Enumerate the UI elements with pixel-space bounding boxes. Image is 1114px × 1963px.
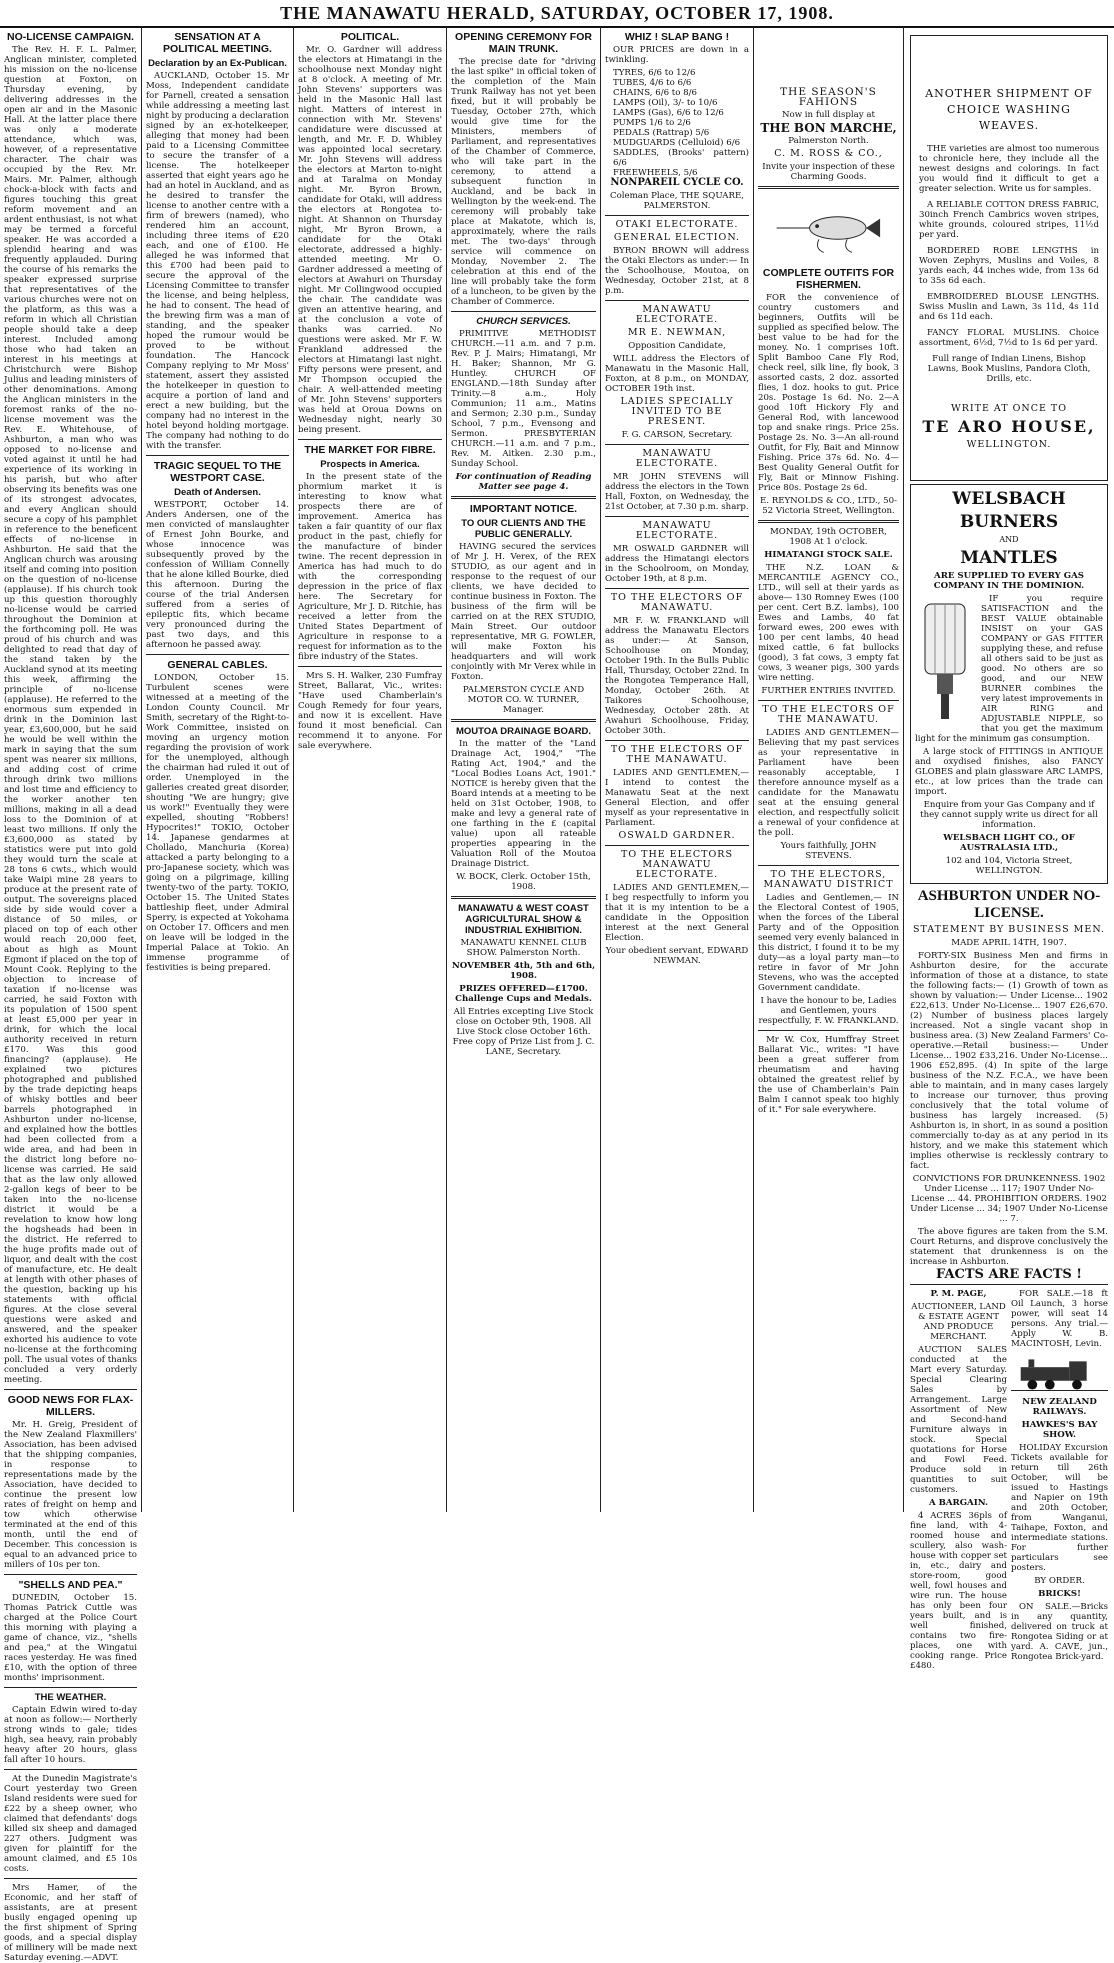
notice-title: TO THE ELECTORS OF THE MANAWATU. (610, 744, 744, 765)
ad-company: E. REYNOLDS & CO., LTD., 50-52 Victoria Street, Wellington. (760, 496, 897, 516)
column-5 (601, 27, 754, 1512)
article-title: GOOD NEWS FOR FLAX-MILLERS. (7, 1394, 134, 1418)
ad-body: A large stock of FITTINGS in ANTIQUE and oxydised finishes, also FANCY GLOBES and plain glassware ARC LAMPS, etc., at low prices than the trade can import. (915, 747, 1103, 797)
ad-address: WELLINGTON. (966, 439, 1052, 450)
price-item: PUMPS 1/6 to 2/6 (613, 118, 691, 128)
ad-company: WELSBACH LIGHT CO., OF AUSTRALASIA LTD., (943, 833, 1075, 853)
article-title: OPENING CEREMONY FOR MAIN TRUNK. (455, 31, 592, 55)
notice-body: LADIES AND GENTLEMEN,— I beg respectfully to inform you that it is my intention to be a candidate in the Opposition interest at the next General Election. (605, 883, 749, 943)
ad-body: Invite your inspection of these Charming Goods. (762, 162, 895, 182)
article-body: FORTY-SIX Business Men and firms in Ashburton desire, for the accurate information of those at a distance, to state the following facts:— (1) Growth of town as shown by valuation:— Under License... 1902 £22,613. Under No-License... 1907 £26,670. (2) Number of business places largely increased. Not a single vacant shop in business area. (3) New Zealand Farmers' Co-operative.—Retail business:— Under License... 1902 £33,216. Under No-License... 1906 £52,895. (4) In spite of the large business of the N.Z. F.C.A., we have been able to maintain, and in many cases largely to increase our turnover, thus proving conclusively that the total volume of business has largely increased. (5) Ashburton is, in short, in as sound a position commercially to-day as at any period in its history, and we make this statement which implies otherwise is recklessly contrary to fact. (910, 951, 1108, 1171)
ad-sign: BY ORDER. (1034, 1576, 1085, 1586)
notice-title: TO THE ELECTORS OF MANAWATU. (610, 592, 744, 613)
ad-title: BURNERS (959, 512, 1059, 532)
ad-body: FOR SALE.—18 ft Oil Launch, 3 horse power, will seat 14 persons. Any trial.—Apply W. B. MACINTOSH, Levin. (1011, 1289, 1108, 1349)
welsbach-advert (910, 484, 1108, 884)
notice-body: WILL address the Electors of Manawatu in the Masonic Hall, Foxton, at 8 p.m., on MONDAY, OCTOBER 19th inst. (605, 354, 749, 394)
notice-title: TO THE ELECTORS MANAWATU ELECTORATE. (621, 849, 733, 880)
notice-body: LADIES AND GENTLEMEN— Believing that my past services as your representative in Parliament have been reasonably acceptable, I therefore announce myself as a candidate for the Manawatu seat at the ensuing general election, and respectfully solicit a renewal of your confidence at the poll. (758, 728, 899, 838)
continuation-note: For continuation of Reading Matter see page 4. (455, 472, 592, 492)
ad-body: IF you require SATISFACTION and the BEST VALUE obtainable INSIST on your GAS COMPANY or GAS FITTER supplying these, and refuse all others said to be just as good. No others are so good, and our NEW BURNER combines the very latest improvements in AIR RING and ADJUSTABLE NIPPLE, so that you get the maximum light for the minimum gas consumption. (915, 594, 1103, 744)
notice-title: IMPORTANT NOTICE. (469, 503, 578, 515)
notice-body: LADIES AND GENTLEMEN,— I intend to contest the Manawatu Seat at the next General Election, and offer myself as your representative in Parliament. (605, 768, 749, 828)
ad-call: WRITE AT ONCE TO (950, 403, 1068, 414)
article-title: ASHBURTON UNDER NO-LICENSE. (917, 888, 1101, 921)
ad-address: Palmerston North. (788, 136, 869, 146)
advertisement: Mr W. Cox, Humffray Street Ballarat Vic., writes: "I have been a great sufferer from rheumatism and having obtained the greatest relief by the use of Chamberlain's Pain Balm I cannot speak too highly of it." For sale everywhere. (758, 1035, 899, 1115)
article-subtitle: STATEMENT BY BUSINESS MEN. (912, 924, 1106, 935)
price-item: FREEWHEELS, 5/6 (613, 168, 698, 178)
notice-title: MANAWATU ELECTORATE. (635, 304, 719, 325)
ad-sub: Now in full display at (782, 110, 875, 120)
article-table: CONVICTIONS FOR DRUNKENNESS. 1902 Under License ... 117; 1907 Under No-License ... 44. PROHIBITION ORDERS. 1902 Under License ... 34; 1907 Under No-License ... 7. (910, 1174, 1108, 1224)
gas-burner-illustration (915, 594, 975, 724)
article-title: SENSATION AT A POLITICAL MEETING. (163, 31, 272, 55)
weaves-list (919, 200, 1099, 348)
article-title: TRAGIC SEQUEL TO THE WESTPORT CASE. (153, 460, 282, 484)
bottom-ads (910, 1289, 1108, 1674)
column-1 (0, 27, 142, 1963)
notice-note: LADIES SPECIALLY INVITED TO BE PRESENT. (620, 396, 734, 427)
gas-lamp-icon (915, 594, 975, 724)
ad-title: A BARGAIN. (928, 1498, 989, 1508)
notice-sign: OSWALD GARDNER. (618, 830, 736, 841)
fabric-item: BORDERED ROBE LENGTHS in Woven Zephyrs, Muslins and Voiles, 8 yards each, 44 inches wide, from 13s 6d to 35s 6d each. (919, 246, 1099, 286)
article-title: THE MARKET FOR FIBRE. (304, 444, 436, 456)
article-body: AUCKLAND, October 15. Mr Moss, Independent candidate for Parnell, created a sensation while addressing a meeting last night by producing a declaration signed by an ex-hotelkeeper, alleging that money had been paid to a Licensing Committee to secure the transfer of a license. The hotelkeeper asserted that eight years ago he had an hotel in Auckland, and as he desired to transfer the license to another centre with a firm of brewers (named), who rendered him an account, including three items of £20 each, and one of £100. He alleged he was informed that this £700 had been paid to secure the approval of the Licensing Committee to transfer the license, and being helpless, he had to consent. The head of the brewing firm was a man of standing, and the speaker hoped the rumour would be proved to be without foundation. The Hancock Company replying to Mr Moss' statement, assert they assisted the hotelkeeper in question to acquire a portion of land and erect a new building, but the company had no interest in the hotel beyond holding mortgage. The company had nothing to do with the transfer. (146, 71, 290, 451)
notice-sign: W. BOCK, Clerk. October 15th, 1908. (456, 872, 591, 892)
ad-body: Full range of Indian Linens, Bishop Lawns, Book Muslins, Pandora Cloth, Drills, etc. (927, 354, 1091, 384)
notice-subtitle: GENERAL ELECTION. (613, 232, 741, 243)
ad-title: MANTLES (960, 548, 1058, 568)
candidate-name: MR E. NEWMAN, (627, 327, 727, 338)
fabric-item: A RELIABLE COTTON DRESS FABRIC, 30inch French Cambrics woven stripes, white grounds, coloured stripes, 11½d per yard. (919, 200, 1099, 240)
ad-title: THE SEASON'S FAHIONS (780, 86, 877, 108)
column-6 (754, 27, 904, 1512)
candidate-sub: Opposition Candidate, (628, 341, 726, 351)
notice-sign: F. G. CARSON, Secretary. (621, 430, 733, 440)
fabric-item: EMBROIDERED BLOUSE LENGTHS. Swiss Muslin and Lawn, 3s 11d, 4s 11d and 6s 11d each. (919, 292, 1099, 322)
price-item: TUBES, 4/6 to 6/6 (613, 78, 692, 88)
fishing-lure-icon (772, 193, 885, 263)
article-body: Captain Edwin wired to-day at noon as follow:— Northerly strong winds to gale; tides high, sea heavy, rain probably heavy after 20 hours, glass fall after 10 hours. (4, 1705, 137, 1765)
ad-body: Enquire from your Gas Company and if they cannot supply write us direct for all information. (920, 800, 1098, 830)
notice-body: All Entries excepting Live Stock close on October 9th, 1908. All Live Stock close October 16th. Free copy of Prize List from J. C. LANE, Secretary. (452, 1007, 595, 1057)
ad-body: FOR the convenience of country customers and beginners, Outfits will be supplied as specified below. The best value to be had for the money. No. 1 comprises 10ft. Split Bamboo Cane Fly Rod, check reel, silk line, fly book, 3 assorted casts, 2 doz. assorted flies, 1 doz. hooks to gut. Price 20s. Postage 1s 6d. No. 2—A good 10ft Hickory Fly and General Rod, with lancewood top and snake rings. Price 25s. Postage 2s. No. 3—An all-round Outfit, for Fly, Bait and Minnow Fishing. Price 37s 6d. No. 4—Best Quality General Outfit for Fly, Bait or Minnow Fishing. Price 80s. Postage 2s 6d. (758, 293, 899, 493)
article-body: At the Dunedin Magistrate's Court yesterday two Green Island residents were sued for £22 by a sheep owner, who claimed that defendants' dogs killed six sheep and damaged 227 others. Judgment was given for plaintiff for the amount claimed, and £5 10s costs. (4, 1774, 137, 1874)
ad-title: FACTS ARE FACTS ! (935, 1267, 1082, 1282)
article-body: The above figures are taken from the S.M. Court Returns, and disprove conclusively the statement that drunkenness is on the increase in Ashburton. (910, 1227, 1108, 1267)
advertisement: Mrs S. H. Walker, 230 Fumfray Street, Ballarat, Vic., writes: "Have used Chamberlain's Cough Remedy for four years, and now it is excellent. Have found it most beneficial. Can recommend it to anyone. For sale everywhere. (298, 671, 442, 751)
column-2 (142, 27, 294, 1512)
ad-title: NEW ZEALAND RAILWAYS. (1022, 1397, 1097, 1417)
fabric-item: FANCY FLORAL MUSLINS. Choice assortment, 6½d, 7½d to 1s 6d per yard. (919, 328, 1099, 348)
price-item: TYRES, 6/6 to 12/6 (613, 68, 696, 78)
ad-address: 102 and 104, Victoria Street, WELLINGTON. (945, 856, 1073, 876)
price-item: MUDGUARDS (Celluloid) 6/6 (613, 138, 741, 148)
notice-sign: I have the honour to be, Ladies and Gentlemen, yours respectfully, F. W. FRANKLAND. (758, 996, 899, 1026)
ad-title: ANOTHER SHIPMENT OF CHOICE WASHING WEAVES. (925, 87, 1093, 132)
article-subtitle: Declaration by an Ex-Publican. (148, 58, 287, 69)
article-body: LONDON, October 15. Turbulent scenes were witnessed at a meeting of the London County Council. Mr Smith, secretary of the Right-to-Work Committee, insisted on moving an urgency motion regarding the provision of work for the unemployed, although the chairman had ruled it out of order. Unemployed in the galleries created great disorder, shouting "We are hungry; give us work!" Eventually they were expelled, shouting "Robbers! Hypocrites!" TOKIO, October 14. Japanese gendarmes at Chollado, Manchuria (Korea) attacked a party belonging to a pro-Japanese society, which was going on a pilgrimage, killing twenty-two of the party. TOKIO, October 15. The United States battleship fleet, under Admiral Sperry, is expected at Yokohama on October 17. Officers and men on leave will be lodged in the Imperial Palace at Tokio. An immense programme of festivities is being prepared. (146, 673, 289, 973)
ad-company: C. M. ROSS & CO., (774, 148, 883, 159)
notice-prizes: PRIZES OFFERED—£1700. Challenge Cups and Medals. (455, 984, 592, 1004)
ad-body: AUCTION SALES conducted at the Mart every Saturday. Special Clearing Sales by Arrangement. Large Assortment of New and Second-hand Furniture always in stock. Special quotations for Horse and Fowl Feed. Produce sold in quantities to suit customers. (910, 1345, 1007, 1495)
article-title: THE WEATHER. (34, 1692, 107, 1703)
article-body: PRIMITIVE METHODIST CHURCH.—11 a.m. and 7 p.m. Rev. P. J. Mairs; Himatangi, Mr H. Baker; Shannon, Mr G. Huntley. CHURCH OF ENGLAND.—18th Sunday after Trinity.—8 a.m., Holy Communion; 11 a.m., Matins and Sermon; 2.30 p.m., Sunday School, 7 p.m., Evensong and Sermon. PRESBYTERIAN CHURCH.—11 a.m. and 7 p.m., Rev. M. Aitken. 2.30 p.m., Sunday School. (451, 329, 596, 469)
column-3 (294, 27, 447, 1512)
notice-body: BYRON BROWN will address the Otaki Electors as under:— In the Schoolhouse, Moutoa, on Wednesday, October 21st, at 8 p.m. (605, 246, 749, 296)
ad-company: TE ARO HOUSE, (922, 417, 1096, 436)
ad-body: OUR PRICES are down in a twinkling. (605, 45, 749, 65)
train-illustration (1011, 1353, 1108, 1393)
ad-title: COMPLETE OUTFITS FOR FISHERMEN. (762, 267, 895, 291)
price-item: SADDLES, (Brooks' pattern) 6/6 (613, 148, 749, 168)
ad-body: ON SALE.—Bricks in any quantity, delivered on truck at Rongotea Siding or at yard. A. CAVE, jun., Rongotea Brick-yard. (1011, 1602, 1108, 1662)
article-title: CHURCH SERVICES. (476, 316, 571, 327)
notice-body: MR F. W. FRANKLAND will address the Manawatu Electors as under:— At Sanson, Schoolhouse on Monday, October 19th. In the Bulls Public Hall, Thursday, October 22nd. In the Rongotea Temperance Hall, Monday, October 26th. At Taikores Schoolhouse, Wednesday, October 28th. At Awahuri Schoolhouse, Friday, October 30th. (605, 616, 749, 736)
notice-title: TO THE ELECTORS, MANAWATU DISTRICT (763, 869, 894, 890)
railway-advert (1011, 1289, 1108, 1674)
article-body: Mr. H. Greig, President of the New Zealand Flaxmillers' Association, has been advised that the shipping companies, in response to representations made by the Association, have decided to continue the present low rates of freight on hemp and tow which otherwise terminated at the end of this month, until the end of December. This concession is equal to an advanced price to millers of 10s per ton. (4, 1420, 137, 1570)
ad-body: THE varieties are almost too numerous to chronicle here, they include all the newest designs and colorings. In fact you would find it difficult to get a greater selection. Write us for samples. (919, 144, 1099, 194)
ad-company: NONPAREIL CYCLE CO. (610, 177, 744, 188)
page-advert (910, 1289, 1007, 1674)
article-title: "SHELLS AND PEA." (18, 1579, 123, 1591)
column-7 (904, 27, 1114, 1671)
column-4 (447, 27, 601, 1512)
article-body: DUNEDIN, October 15. Thomas Patrick Cuttle was charged at the Police Court this morning with playing a game of chance, viz., "shells and pea," at the Wingatui races yesterday. He was fined £10, with the option of three months' imprisonment. (4, 1593, 137, 1683)
sale-title: HIMATANGI STOCK SALE. (764, 550, 893, 560)
article-subtitle: Prospects in America. (320, 459, 420, 470)
article-title: NO-LICENSE CAMPAIGN. (7, 31, 134, 43)
sale-note: FURTHER ENTRIES INVITED. (761, 686, 896, 696)
article-body: The Rev. H. F. L. Palmer, Anglican minister, completed his mission on the no-license question at Foxton, on Thursday evening, by delivering addresses in the open air and in the Masonic Hall. At the latter place there was only a moderate attendance, which was, however, of a representative character. The chair was occupied by the Rev. Mr. Mairs. Mr. Palmer, although chock-a-block with facts and figures touching this great reform movement and an ardent enthusiast, is not what may be termed a forceful speaker. He was accorded a splendid hearing and was frequently applauded. During the course of his remarks the speaker expressed surprise that representatives of the various churches were not on the platform, as this was a reform in which all Christian people should take a deep interest. Included among those who had taken an interest in his meetings at Christchurch were Bishop Julius and leading ministers of other denominations. Among the Anglican ministers in the foremost ranks of the no-license movement was the Rev. E. Whitehouse, of Ashburton, a man who was opposed to no-license and voted against it until he had experience of its working in his parish, but who after observing its benefits was one of its strongest advocates, and every Anglican should secure a copy of his pamphlet in reference to the beneficent effects of no-license in Ashburton. He said that the Anglican church was arousing itself and coming into position on the question of no-license (applause). If his church took up this question thoroughly no-license would be carried throughout the Dominion at the forthcoming poll. He was proud of his church and was delighted to read that day of the stand taken by the Auckland synod at its meeting this week, affirming the principle of no-license (applause). He referred to the enormous sum expended in drink in the Dominion last year, £3,600,000, but he said he would be well within the mark in saying that the sum spent was nearer six millions, and adding cost of crime through drink two millions and lost time and efficiency to the worker another ten millions, making in all a dead loss to the Dominion of at least two millions. If only the £3,600,000 as stated by statistics were put into gold they would turn the scale at 28 tons 6 cwts., which would take Waipi mine 28 years to produce at the present rate of output. The sovereigns placed side by side would cover a distance of 50 miles, or placed on top of each other would reach 20,000 feet, about as high as Mount Egmont if placed on the top of Mount Cook. Replying to the objection to increase of taxation if no-license was carried, he said Foxton with its population of 1500 spent at least £5,000 per year in drink, for which the local authority received in return £170. Was this good financing? (applause). He explained two pictures photographed and published by the trade depicting heaps of whisky bottles and beer barrels photographed in Ashburton under no-license, and explained how the bottles had been collected from a wide area, and had been in the district long before no-license was carried. He said that as the law only allowed 2-gallon kegs of beer to be taken into the no-license district it would be a revelation to know how long the hogsheads had been in the district. He referred to the huge profits made out of liquor, and dealt with the cost of manufacture, etc. He dealt at length with other phases of the question, backing up his statements with official figures. At the close several questions were asked and answered, and the speaker exhorted his audience to vote no-license at the forthcoming poll. The usual votes of thanks concluded a very orderly meeting. (4, 45, 137, 1385)
price-item: CHAINS, 6/6 to 8/6 (613, 88, 697, 98)
ad-sub: AUCTIONEER, LAND & ESTATE AGENT AND PRODUCE MERCHANT. (911, 1302, 1006, 1342)
notice-body: HAVING secured the services of Mr J. H. Verex, of the REX STUDIO, as our agent and in response to the request of our clients, we have decided to continue business in Foxton. The business of the firm will be carried on at the REX STUDIO, Main Street. Our outdoor representative, MR G. FOWLER, will make Foxton his headquarters and will work conjointly with Mr Verex while in Foxton. (451, 542, 596, 682)
article-title: GENERAL CABLES. (167, 659, 268, 671)
ad-sub: ARE SUPPLIED TO EVERY GAS COMPANY IN THE DOMINION. (933, 571, 1085, 591)
ad-address: Coleman Place, THE SQUARE, PALMERSTON. (610, 191, 744, 211)
notice-title: OTAKI ELECTORATE. (615, 219, 739, 230)
ad-title: HAWKES'S BAY SHOW. (1021, 1420, 1098, 1440)
notice-subtitle: MANAWATU KENNEL CLUB SHOW. Palmerston North. (460, 938, 587, 958)
masthead: THE MANAWATU HERALD, SATURDAY, OCTOBER 17, 1908. (0, 0, 1114, 28)
notice-sign: Yours faithfully, JOHN STEVENS. (780, 841, 877, 861)
advertisement: Mrs Hamer, of the Economic, and her staff of assistants, are at present busily engaged opening up the first shipment of Spring goods, and a special display of millinery will be made next Saturday evening.—ADVT. (4, 1883, 137, 1963)
article-title: POLITICAL. (340, 31, 400, 43)
sale-body: THE N.Z. LOAN & MERCANTILE AGENCY CO., LTD., will sell at their yards as above— 130 Romney Ewes (100 per cent. Cert B.Z. lambs), 100 Ewes and Lambs, 40 fat forward ewes, 200 ewes with 100 per cent lambs, 40 head mixed cattle, 6 fat bullocks (good), 3 fat cows, 3 empty fat cows, 3 weaner pigs, 300 yards wire netting. (758, 563, 899, 683)
notice-sign: PALMERSTON CYCLE AND MOTOR CO. W. TURNER, Manager. (462, 685, 585, 715)
price-list (605, 68, 749, 178)
ad-company: THE BON MARCHE, (760, 121, 897, 135)
te-aro-advert (910, 35, 1108, 481)
ad-title: BRICKS! (1038, 1589, 1081, 1599)
locomotive-icon (1011, 1353, 1108, 1393)
article-body: WESTPORT, October 14. Anders Andersen, one of the men convicted of manslaughter of Ernest John Bourke, and whose innocence was subsequently proved by the confession of William Connelly that he alone killed Bourke, died this afternoon. During the course of the trial Andersen suffered from a series of epileptic fits, which became very pronounced during the past two days, and this afternoon he passed away. (146, 500, 289, 650)
notice-title: MANAWATU ELECTORATE. (635, 448, 719, 469)
ad-title: WELSBACH (952, 489, 1066, 509)
article-date: MADE APRIL 14TH, 1907. (951, 938, 1067, 948)
ad-and: AND (999, 535, 1019, 544)
price-item: LAMPS (Gas), 6/6 to 12/6 (613, 108, 724, 118)
notice-body: Ladies and Gentlemen,— IN the Electoral Contest of 1905, when the forces of the Liberal Party and of the Opposition seemed very evenly balanced in this district, I found it to be my duty—as a loyal party man—to retire in favor of Mr John Stevens, who was the accepted Government candidate. (758, 893, 899, 993)
notice-title: MANAWATU & WEST COAST AGRICULTURAL SHOW & INDUSTRIAL EXHIBITION. (458, 903, 589, 936)
article-body: The precise date for "driving the last spike" in official token of the completion of the Main Trunk Railway has not yet been fixed, but it will probably be Tuesday, October 27th, which would give time for the Ministers, members of Parliament, and representatives of the Chamber of Commerce, who will take part in the ceremony, to attend a subsequent function in Auckland, and be back in Wellington by the week-end. The ceremony will probably take place at Makatote, which is, approximately, where the rails met. The two-days' through service will commence on Monday, November 2. The celebration at this end of the line will probably take the form of a luncheon, to be given by the Chamber of Commerce. (451, 57, 596, 307)
price-item: PEDALS (Rattrap) 5/6 (613, 128, 710, 138)
notice-body: MR OSWALD GARDNER will address the Himatangi electors in the Schoolroom, on Monday, October 19th, at 8 p.m. (605, 544, 749, 584)
notice-title: MOUTOA DRAINAGE BOARD. (455, 726, 592, 737)
notice-title: TO THE ELECTORS OF THE MANAWATU. (762, 704, 895, 725)
article-subtitle: Death of Andersen. (174, 487, 261, 498)
notice-body: In the matter of the "Land Drainage Act, 1904," "The Rating Act, 1904," and the "Local Bodies Loans Act, 1901." NOTICE is hereby given that the Board intends at a meeting to be held on 31st October, 1908, to make and levy a general rate of one farthing in the £ (capital value) upon all rateable properties appearing in the Valuation Roll of the Moutoa Drainage District. (451, 739, 596, 869)
price-item: LAMPS (Oil), 3/- to 10/6 (613, 98, 718, 108)
sale-date: MONDAY, 19th OCTOBER, 1908 At 1 o'clock. (770, 527, 887, 547)
notice-date: NOVEMBER 4th, 5th and 6th, 1908. (451, 961, 596, 981)
fishing-lure-illustration (772, 193, 885, 263)
ad-body: HOLIDAY Excursion Tickets available for return till 26th October, will be issued to Hastings and Napier on 19th and 20th October, from Wanganui, Taihape, Foxton, and intermediate stations. For further particulars see posters. (1011, 1443, 1108, 1573)
notice-subtitle: TO OUR CLIENTS AND THE PUBLIC GENERALLY. (461, 518, 586, 540)
article-body: In the present state of the phormium market it is interesting to know what prospects there are of improvement. America has taken a fair quantity of our flax product in the past, chiefly for the manufacture of binder twine. The recent depression in America has had much to do with the corresponding depression in the price of flax here. The Secretary for Agriculture, Mr J. D. Ritchie, has received a letter from the United States Department of Agriculture in response to a request for information as to the fibre industry of the States. (298, 472, 442, 662)
article-body: Mr. O. Gardner will address the electors at Himatangi in the schoolhouse next Monday night at 8 o'clock. A meeting of Mr. John Stevens' supporters was held in the Masonic Hall last night. Matters of interest in connection with Mr. Stevens' candidature were discussed at length, and Mr. F. D. Whibley was appointed local secretary. Mr. John Stevens will address the electors at Marton to-night and at Taralma on Monday night. Mr. Byron Brown, candidate for Otaki, will address the electors at Rongotea to-night. At Shannon on Thursday night, Mr Byron Brown, a candidate for the Otaki electorate, addressed a highly-attended meeting. Mr O. Gardner addressed a meeting of electors at Awahuri on Thursday night. Mr Collingwood occupied the chair. The candidate was given an attentive hearing, and at the conclusion a vote of thanks was carried. No questions were asked. Mr F. W. Frankland addressed the electors at Himatangi last night. Fifty persons were present, and Mr Thompson occupied the chair. A well-attended meeting of Mr. John Stevens' supporters was held at Oroua Downs on Wednesday night, nearly 30 being present. (298, 45, 442, 435)
ad-title: WHIZ ! SLAP BANG ! (624, 31, 730, 43)
ad-company: P. M. PAGE, (930, 1289, 987, 1299)
notice-title: MANAWATU ELECTORATE. (635, 520, 719, 541)
ad-body: 4 ACRES 36pls of fine land, with 4-roomed house and scullery, also wash-house with copper set in, etc., dairy and store-room, good well, fowl houses and wire run. The house has only been four years built, and is well finished, contains two fire-places, one with cooking range. Price £480. (910, 1511, 1007, 1671)
notice-body: MR JOHN STEVENS will address the electors in the Town Hall, Foxton, on Wednesday, the 21st October, at 7.30 p.m. sharp. (605, 472, 749, 512)
notice-sign: Your obedient servant, EDWARD NEWMAN. (605, 946, 749, 966)
